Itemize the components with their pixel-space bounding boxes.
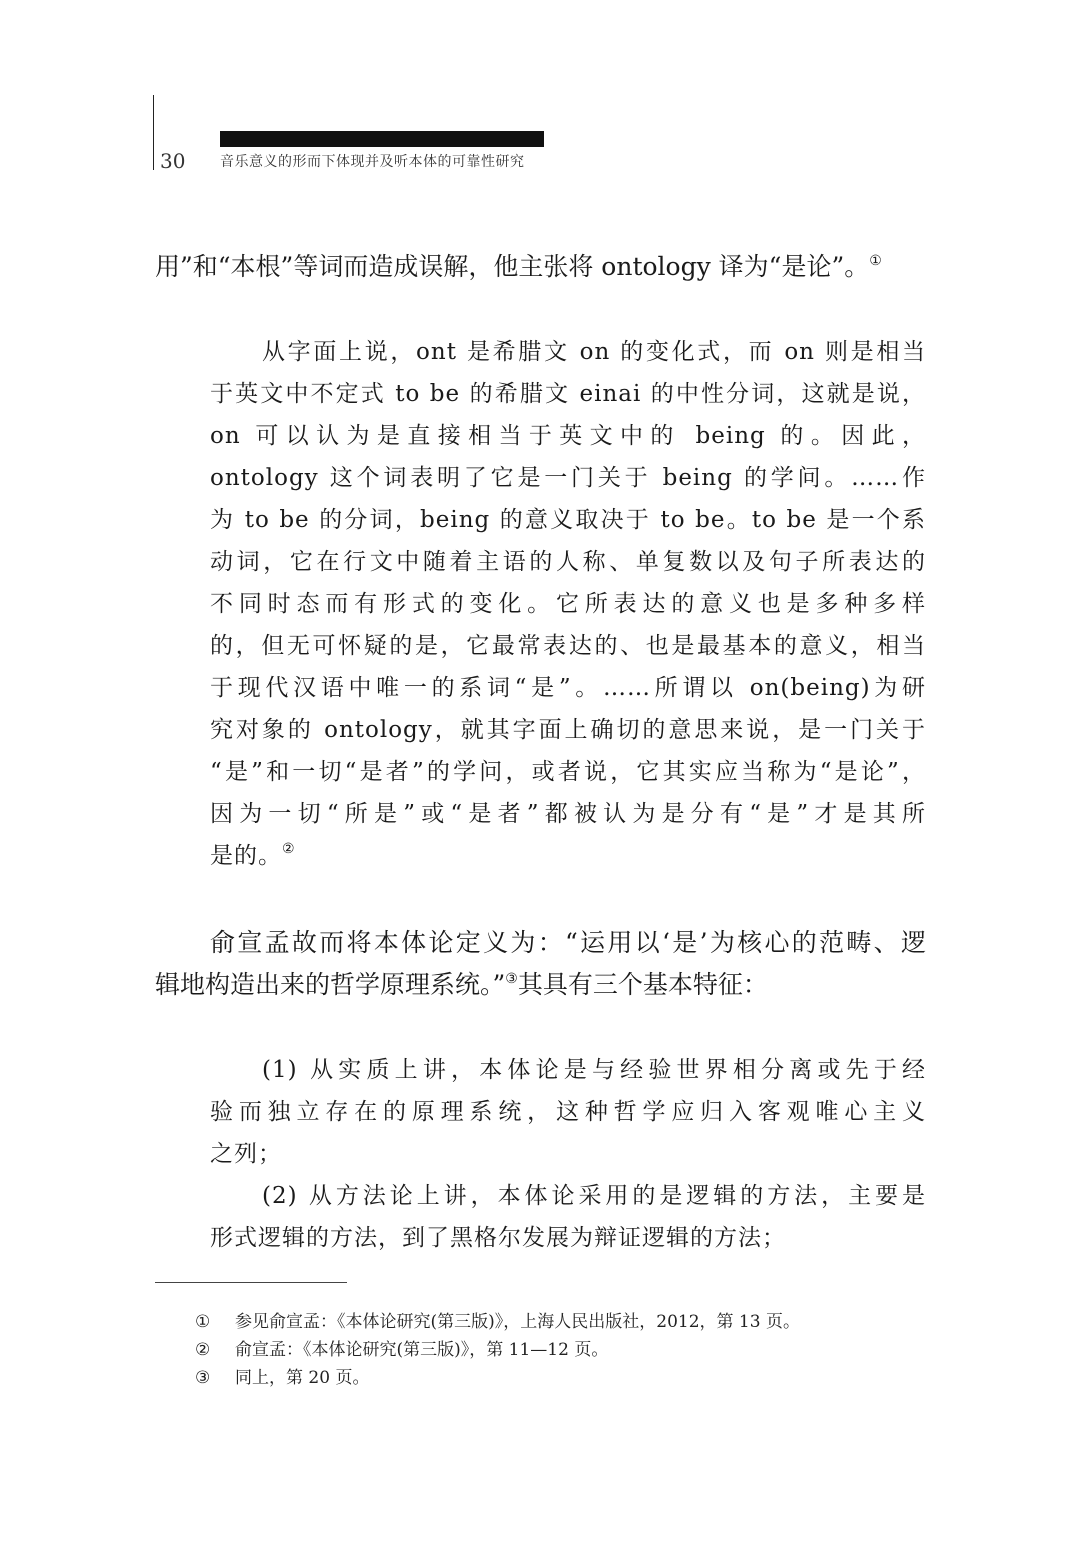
quote-line: 不同时态而有形式的变化。它所表达的意义也是多种多样 bbox=[210, 591, 926, 617]
body-line: 辑地构造出来的哲学原理系统。”③其具有三个基本特征： bbox=[155, 970, 768, 999]
footnote-divider bbox=[155, 1282, 347, 1283]
quote-line: 于英文中不定式 to be 的希腊文 einai 的中性分词，这就是说， bbox=[210, 381, 926, 407]
footnote-ref[interactable]: ③ bbox=[505, 971, 518, 987]
quote-line: 的，但无可怀疑的是，它最常表达的、也是最基本的意义，相当 bbox=[210, 633, 926, 659]
header-vertical-rule bbox=[153, 95, 154, 170]
quote-line: on 可以认为是直接相当于英文中的 being 的。因此， bbox=[210, 423, 926, 449]
quote-line: 之列； bbox=[210, 1141, 282, 1167]
body-line: 用”和“本根”等词而造成误解，他主张将 ontology 译为“是论”。① bbox=[155, 252, 882, 281]
header-black-bar bbox=[220, 131, 544, 147]
footnote-text: 参见俞宣孟：《本体论研究(第三版)》，上海人民出版社，2012，第 13 页。 bbox=[235, 1312, 800, 1332]
footnote-mark: ③ bbox=[195, 1368, 211, 1388]
footnote bbox=[195, 1366, 369, 1390]
footnote bbox=[195, 1338, 608, 1362]
quote-line: 是的。② bbox=[210, 841, 296, 869]
quote-line: 验而独立存在的原理系统，这种哲学应归入客观唯心主义 bbox=[210, 1099, 926, 1125]
quote-line: (1) 从实质上讲，本体论是与经验世界相分离或先于经 bbox=[262, 1057, 926, 1083]
footnote-text: 同上，第 20 页。 bbox=[235, 1368, 370, 1388]
footnote-text: 俞宣孟：《本体论研究(第三版)》，第 11—12 页。 bbox=[235, 1340, 609, 1360]
footnote-mark: ② bbox=[195, 1340, 211, 1360]
quote-line: 形式逻辑的方法，到了黑格尔发展为辩证逻辑的方法； bbox=[210, 1225, 786, 1251]
quote-line: (2) 从方法论上讲，本体论采用的是逻辑的方法，主要是 bbox=[262, 1183, 926, 1209]
quote-line: 因为一切“所是”或“是者”都被认为是分有“是”才是其所 bbox=[210, 801, 926, 827]
running-title: 音乐意义的形而下体现并及听本体的可靠性研究 bbox=[220, 154, 525, 170]
page-number: 30 bbox=[160, 149, 186, 173]
quote-line: 于现代汉语中唯一的系词“是”。……所谓以 on(being)为研 bbox=[210, 675, 926, 701]
footnote-mark: ① bbox=[195, 1312, 211, 1332]
quote-line: ontology 这个词表明了它是一门关于 being 的学问。……作 bbox=[210, 465, 926, 491]
quote-line: 为 to be 的分词，being 的意义取决于 to be。to be 是一个系 bbox=[210, 507, 926, 533]
quote-line: 动词，它在行文中随着主语的人称、单复数以及句子所表达的 bbox=[210, 549, 926, 575]
body-line: 俞宣孟故而将本体论定义为：“运用以‘是’为核心的范畴、逻 bbox=[210, 928, 926, 957]
quote-line: 从字面上说，ont 是希腊文 on 的变化式，而 on 则是相当 bbox=[262, 339, 926, 365]
footnote-ref[interactable]: ② bbox=[282, 841, 296, 857]
quote-line: 究对象的 ontology，就其字面上确切的意思来说，是一门关于 bbox=[210, 717, 926, 743]
footnote-ref[interactable]: ① bbox=[869, 253, 882, 269]
footnote bbox=[195, 1310, 800, 1334]
quote-line: “是”和一切“是者”的学问，或者说，它其实应当称为“是论”， bbox=[210, 759, 926, 785]
